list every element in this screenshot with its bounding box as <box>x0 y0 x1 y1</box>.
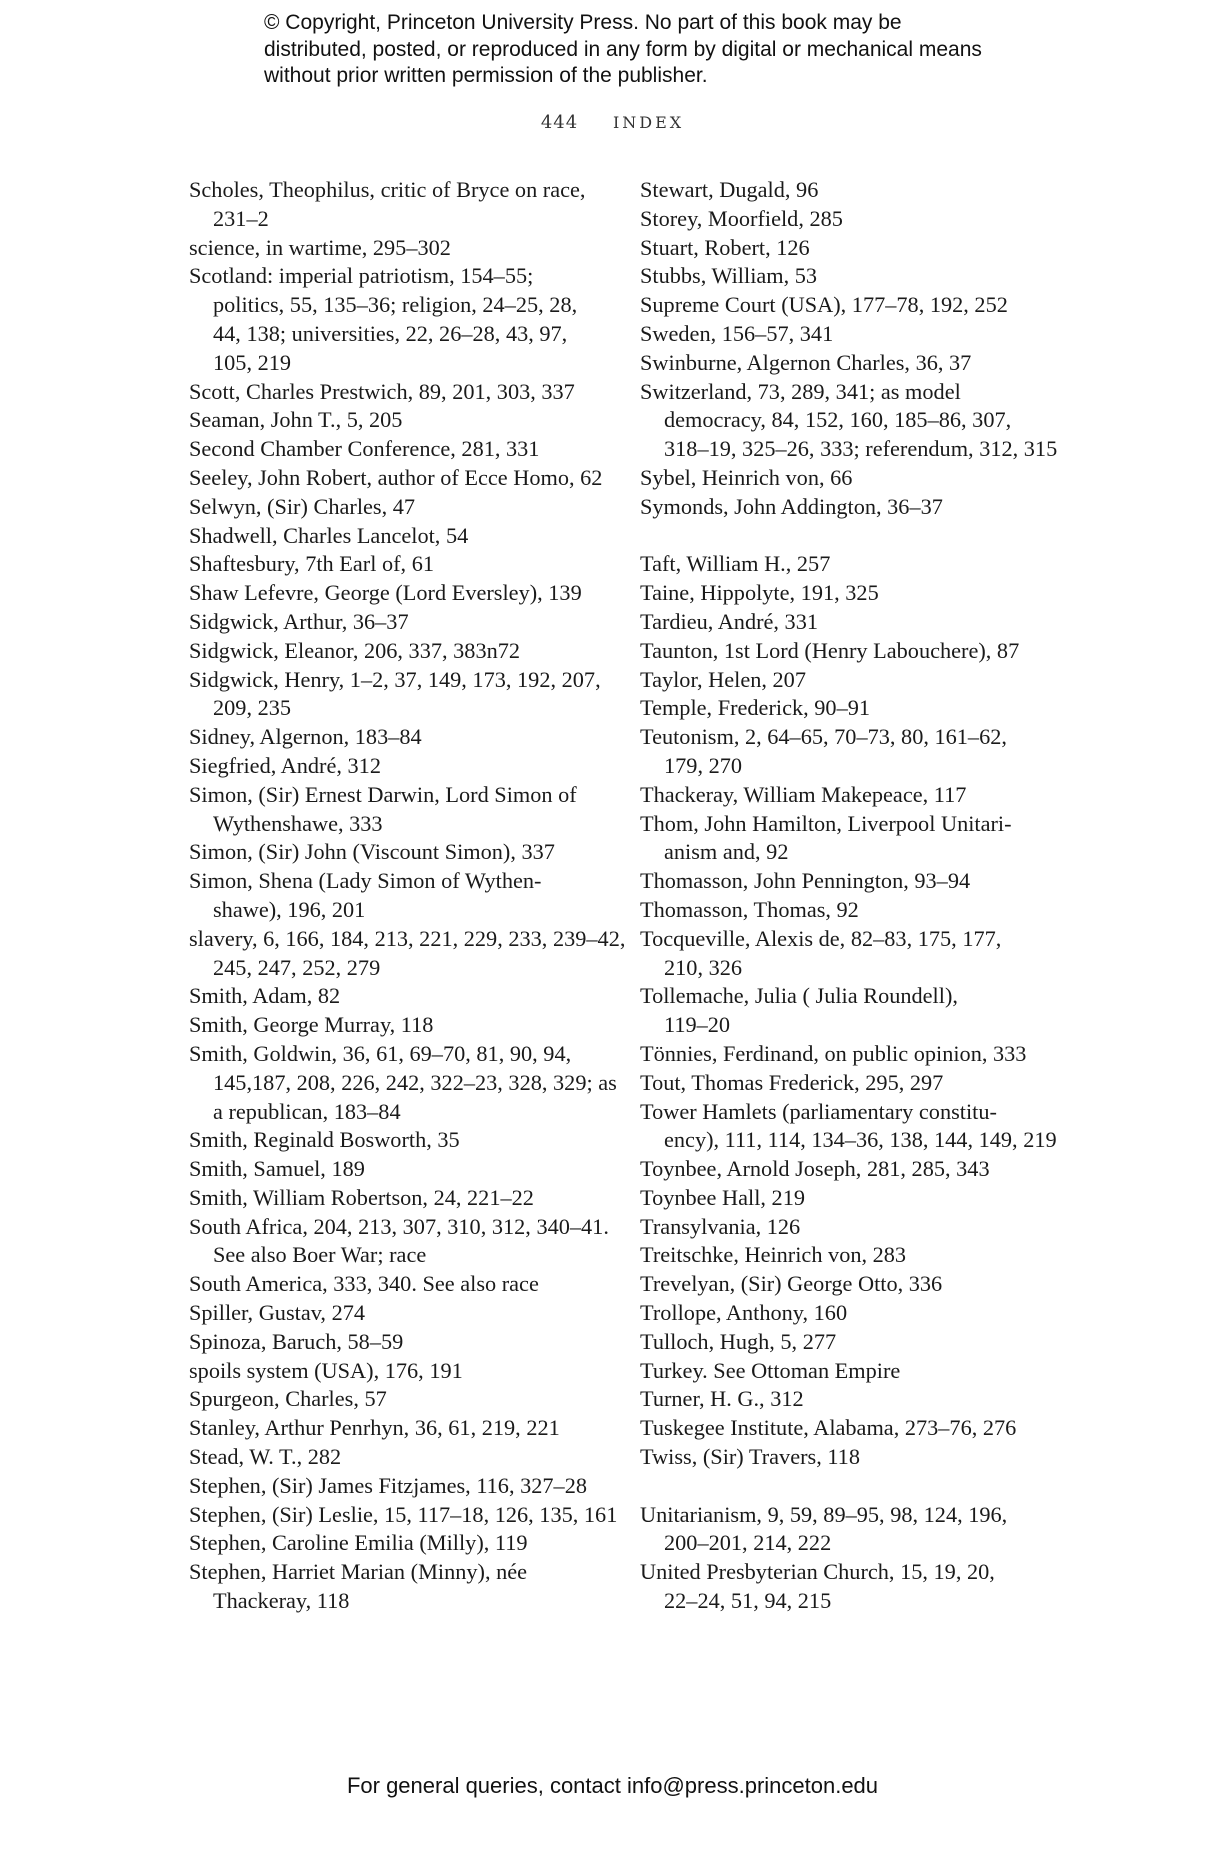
index-entry <box>640 1357 1060 1386</box>
index-entry <box>640 1414 1060 1443</box>
index-entry-line: democracy, 84, 152, 160, 185–86, 307, <box>664 407 1012 433</box>
index-entry <box>640 550 1060 579</box>
index-entry-line: 22–24, 51, 94, 215 <box>664 1588 832 1614</box>
index-entry <box>189 234 609 263</box>
index-entry <box>640 493 1060 522</box>
index-entry <box>640 1385 1060 1414</box>
index-entry <box>189 1472 609 1501</box>
index-entry-line: Spiller, Gustav, 274 <box>189 1300 366 1326</box>
index-entry-line: Wythenshawe, 333 <box>213 810 383 836</box>
index-entry-line: Tout, Thomas Frederick, 295, 297 <box>640 1069 944 1095</box>
index-entry <box>640 262 1060 291</box>
index-entry-line: Smith, George Murray, 118 <box>189 1012 434 1038</box>
index-entry <box>640 1443 1060 1472</box>
index-entry <box>640 291 1060 320</box>
index-entry-line: 105, 219 <box>213 349 292 375</box>
index-entry <box>189 1328 609 1357</box>
index-entry <box>640 1098 1060 1156</box>
index-entry-line: Smith, Samuel, 189 <box>189 1156 365 1182</box>
index-entry-line: Stead, W. T., 282 <box>189 1444 342 1470</box>
index-entry-line: Unitarianism, 9, 59, 89–95, 98, 124, 196, <box>640 1501 1008 1527</box>
index-column-left <box>189 176 626 1616</box>
index-entry <box>189 838 609 867</box>
index-entry-line: Thom, John Hamilton, Liverpool Unitari- <box>640 810 1012 836</box>
index-entry <box>189 435 609 464</box>
index-entry <box>189 1385 609 1414</box>
index-entry-line: Symonds, John Addington, 36–37 <box>640 493 943 519</box>
index-entry-line: slavery, 6, 166, 184, 213, 221, 229, 233, 239–42, <box>189 925 626 951</box>
page-number: 444 <box>540 112 579 133</box>
index-entry-line: South Africa, 204, 213, 307, 310, 312, 340–41. <box>189 1213 609 1239</box>
index-entry <box>640 234 1060 263</box>
index-entry <box>640 1501 1060 1559</box>
index-entry-line: Simon, (Sir) Ernest Darwin, Lord Simon of <box>189 781 577 807</box>
index-column-right <box>640 176 1060 1616</box>
index-entry-line: Seaman, John T., 5, 205 <box>189 407 403 433</box>
index-entry <box>640 205 1060 234</box>
index-entry-line: Stuart, Robert, 126 <box>640 234 810 260</box>
index-entry <box>640 349 1060 378</box>
index-entry-line: Sidgwick, Arthur, 36–37 <box>189 608 409 634</box>
index-entry-line: Shadwell, Charles Lancelot, 54 <box>189 522 469 548</box>
letter-group-gap <box>640 1472 1060 1501</box>
index-entry-line: ency), 111, 114, 134–36, 138, 144, 149, 219 <box>664 1127 1057 1153</box>
index-entry-line: Scotland: imperial patriotism, 154–55; <box>189 263 534 289</box>
index-entry <box>640 608 1060 637</box>
index-entry-line: Trollope, Anthony, 160 <box>640 1300 848 1326</box>
index-entry <box>189 752 609 781</box>
index-entry-line: Sybel, Heinrich von, 66 <box>640 464 853 490</box>
index-entry <box>640 320 1060 349</box>
index-entry <box>640 637 1060 666</box>
index-entry <box>189 1184 609 1213</box>
index-entry-line: Trevelyan, (Sir) George Otto, 336 <box>640 1271 943 1297</box>
index-entry-line: Spurgeon, Charles, 57 <box>189 1386 387 1412</box>
index-entry-line: Toynbee Hall, 219 <box>640 1184 806 1210</box>
index-entry-line: Taylor, Helen, 207 <box>640 666 806 692</box>
running-head <box>0 112 1225 133</box>
index-entry <box>640 378 1060 464</box>
index-entry-line: See also Boer War; race <box>213 1242 427 1268</box>
footer-contact: For general queries, contact info@press.princeton.edu <box>346 1773 879 1798</box>
index-entry-line: 231–2 <box>213 205 269 231</box>
index-entry <box>640 1069 1060 1098</box>
index-entry <box>640 464 1060 493</box>
index-entry <box>189 723 609 752</box>
index-entry-line: Tulloch, Hugh, 5, 277 <box>640 1328 837 1354</box>
index-entry-line: shawe), 196, 201 <box>213 896 366 922</box>
index-entry-line: Twiss, (Sir) Travers, 118 <box>640 1444 860 1470</box>
index-entry-line: Tower Hamlets (parliamentary constitu- <box>640 1098 997 1124</box>
index-entry-line: Taunton, 1st Lord (Henry Labouchere), 87 <box>640 637 1020 663</box>
index-entry-line: Stanley, Arthur Penrhyn, 36, 61, 219, 221 <box>189 1415 560 1441</box>
index-entry <box>189 637 609 666</box>
index-entry-line: Smith, William Robertson, 24, 221–22 <box>189 1184 534 1210</box>
index-entry-line: Selwyn, (Sir) Charles, 47 <box>189 493 416 519</box>
index-entry-line: Tocqueville, Alexis de, 82–83, 175, 177, <box>640 925 1002 951</box>
index-entry <box>640 1184 1060 1213</box>
index-entry-line: 209, 235 <box>213 695 292 721</box>
index-entry-line: Shaw Lefevre, George (Lord Eversley), 139 <box>189 580 582 606</box>
index-entry-line: Temple, Frederick, 90–91 <box>640 695 871 721</box>
index-entry-line: 200–201, 214, 222 <box>664 1530 832 1556</box>
index-entry-line: Swinburne, Algernon Charles, 36, 37 <box>640 349 972 375</box>
index-entry <box>189 1501 618 1530</box>
index-entry <box>189 1126 609 1155</box>
index-entry-line: United Presbyterian Church, 15, 19, 20, <box>640 1559 995 1585</box>
index-entry <box>189 781 609 839</box>
index-entry-line: a republican, 183–84 <box>213 1098 401 1124</box>
index-entry-line: Stubbs, William, 53 <box>640 263 818 289</box>
index-entry-line: Simon, Shena (Lady Simon of Wythen- <box>189 868 542 894</box>
index-entry <box>189 522 609 551</box>
index-entry-line: Taft, William H., 257 <box>640 551 831 577</box>
index-entry <box>640 896 1060 925</box>
index-entry <box>189 262 609 377</box>
index-entry-line: Thackeray, 118 <box>213 1588 350 1614</box>
index-entry <box>640 1299 1060 1328</box>
index-entry <box>640 867 1060 896</box>
index-entry-line: Sweden, 156–57, 341 <box>640 320 834 346</box>
index-entry <box>189 1299 609 1328</box>
index-entry-line: 245, 247, 252, 279 <box>213 954 381 980</box>
index-entry-line: 145,187, 208, 226, 242, 322–23, 328, 329; as <box>213 1069 617 1095</box>
index-entry-line: Thomasson, Thomas, 92 <box>640 896 859 922</box>
index-entry-line: Tuskegee Institute, Alabama, 273–76, 276 <box>640 1415 1017 1441</box>
index-entry <box>640 1558 1060 1616</box>
index-entry-line: Stephen, Harriet Marian (Minny), née <box>189 1559 528 1585</box>
index-entry-line: Simon, (Sir) John (Viscount Simon), 337 <box>189 839 555 865</box>
index-entry-line: Tardieu, André, 331 <box>640 608 819 634</box>
index-entry-line: Taine, Hippolyte, 191, 325 <box>640 580 879 606</box>
index-entry <box>640 1213 1060 1242</box>
index-entry-line: Smith, Reginald Bosworth, 35 <box>189 1127 460 1153</box>
index-entry <box>640 1328 1060 1357</box>
index-entry <box>189 493 609 522</box>
index-entry-line: Stewart, Dugald, 96 <box>640 177 819 202</box>
index-entry <box>189 378 609 407</box>
index-entry-line: 119–20 <box>664 1012 731 1038</box>
index-entry-line: Switzerland, 73, 289, 341; as model <box>640 378 961 404</box>
index-entry-line: Teutonism, 2, 64–65, 70–73, 80, 161–62, <box>640 724 1007 750</box>
index-entry <box>640 666 1060 695</box>
index-entry-line: Smith, Goldwin, 36, 61, 69–70, 81, 90, 94, <box>189 1040 572 1066</box>
index-entry <box>189 608 609 637</box>
index-entry-line: science, in wartime, 295–302 <box>189 234 451 260</box>
index-entry-line: anism and, 92 <box>664 839 789 865</box>
index-entry-line: Sidney, Algernon, 183–84 <box>189 724 422 750</box>
running-head-title: INDEX <box>612 113 685 132</box>
index-entry-line: Scott, Charles Prestwich, 89, 201, 303, 337 <box>189 378 575 404</box>
index-entry <box>189 1040 617 1126</box>
index-entry <box>189 666 609 724</box>
index-entry <box>189 982 609 1011</box>
index-entry <box>640 1270 1060 1299</box>
index-entry <box>640 579 1060 608</box>
index-entry <box>189 1357 609 1386</box>
index-entry <box>640 925 1060 983</box>
index-entry-line: Toynbee, Arnold Joseph, 281, 285, 343 <box>640 1156 990 1182</box>
letter-group-gap <box>640 522 1060 551</box>
index-entry-line: Turkey. See Ottoman Empire <box>640 1357 901 1383</box>
index-entry-line: 179, 270 <box>664 752 743 778</box>
index-entry-line: Tollemache, Julia ( Julia Roundell), <box>640 983 958 1009</box>
index-entry <box>189 1155 609 1184</box>
index-entry <box>640 176 1060 205</box>
index-entry <box>189 1011 609 1040</box>
index-entry <box>189 1558 609 1616</box>
index-entry <box>189 550 609 579</box>
index-entry-line: Storey, Moorfield, 285 <box>640 205 843 231</box>
index-entry-line: Sidgwick, Eleanor, 206, 337, 383n72 <box>189 637 521 663</box>
index-entry <box>640 1040 1060 1069</box>
index-entry <box>640 723 1060 781</box>
index-entry <box>189 925 626 983</box>
index-entry-line: Stephen, (Sir) James Fitzjames, 116, 327–28 <box>189 1472 587 1498</box>
index-entry-line: 44, 138; universities, 22, 26–28, 43, 97, <box>213 320 568 346</box>
index-entry <box>640 694 1060 723</box>
index-entry <box>640 781 1060 810</box>
index-entry-line: Seeley, John Robert, author of Ecce Homo, 62 <box>189 464 603 490</box>
index-entry <box>189 1213 609 1271</box>
index-entry-line: Second Chamber Conference, 281, 331 <box>189 436 540 462</box>
index-entry-line: Scholes, Theophilus, critic of Bryce on race, <box>189 177 586 202</box>
index-entry <box>640 982 1060 1040</box>
copyright-notice: © Copyright, Princeton University Press. No part of this book may be distributed, posted, or reproduced in any form by digital or mechanical means without prior written permission of the publisher. <box>264 11 982 87</box>
index-entry-line: South America, 333, 340. See also race <box>189 1271 539 1297</box>
index-entry-line: spoils system (USA), 176, 191 <box>189 1357 463 1383</box>
index-entry <box>189 1443 609 1472</box>
index-entry-line: Treitschke, Heinrich von, 283 <box>640 1242 907 1268</box>
index-entry <box>189 1529 609 1558</box>
index-entry-line: Tönnies, Ferdinand, on public opinion, 333 <box>640 1040 1027 1066</box>
index-entry-line: Spinoza, Baruch, 58–59 <box>189 1328 404 1354</box>
index-entry-line: Transylvania, 126 <box>640 1213 801 1239</box>
index-entry-line: Thackeray, William Makepeace, 117 <box>640 781 967 807</box>
index-entry <box>189 1270 609 1299</box>
index-entry-line: Stephen, Caroline Emilia (Milly), 119 <box>189 1530 528 1556</box>
index-entry-line: politics, 55, 135–36; religion, 24–25, 28, <box>213 292 578 318</box>
index-entry <box>640 1155 1060 1184</box>
index-entry <box>640 810 1060 868</box>
index-entry-line: Stephen, (Sir) Leslie, 15, 117–18, 126, 135, 161 <box>189 1501 618 1527</box>
index-entry <box>189 406 609 435</box>
index-entry-line: 318–19, 325–26, 333; referendum, 312, 315 <box>664 436 1058 462</box>
index-entry-line: Smith, Adam, 82 <box>189 983 341 1009</box>
index-entry <box>189 867 609 925</box>
index-entry <box>189 1414 609 1443</box>
index-entry <box>189 464 609 493</box>
index-entry <box>189 176 609 234</box>
index-entry-line: Supreme Court (USA), 177–78, 192, 252 <box>640 292 1008 318</box>
index-entry-line: Siegfried, André, 312 <box>189 752 381 778</box>
index-entry <box>640 1241 1060 1270</box>
index-entry-line: Shaftesbury, 7th Earl of, 61 <box>189 551 435 577</box>
index-entry-line: Sidgwick, Henry, 1–2, 37, 149, 173, 192, 207, <box>189 666 601 692</box>
index-entry-line: Turner, H. G., 312 <box>640 1386 804 1412</box>
index-entry-line: 210, 326 <box>664 954 743 980</box>
index-entry-line: Thomasson, John Pennington, 93–94 <box>640 868 971 894</box>
index-entry <box>189 579 609 608</box>
